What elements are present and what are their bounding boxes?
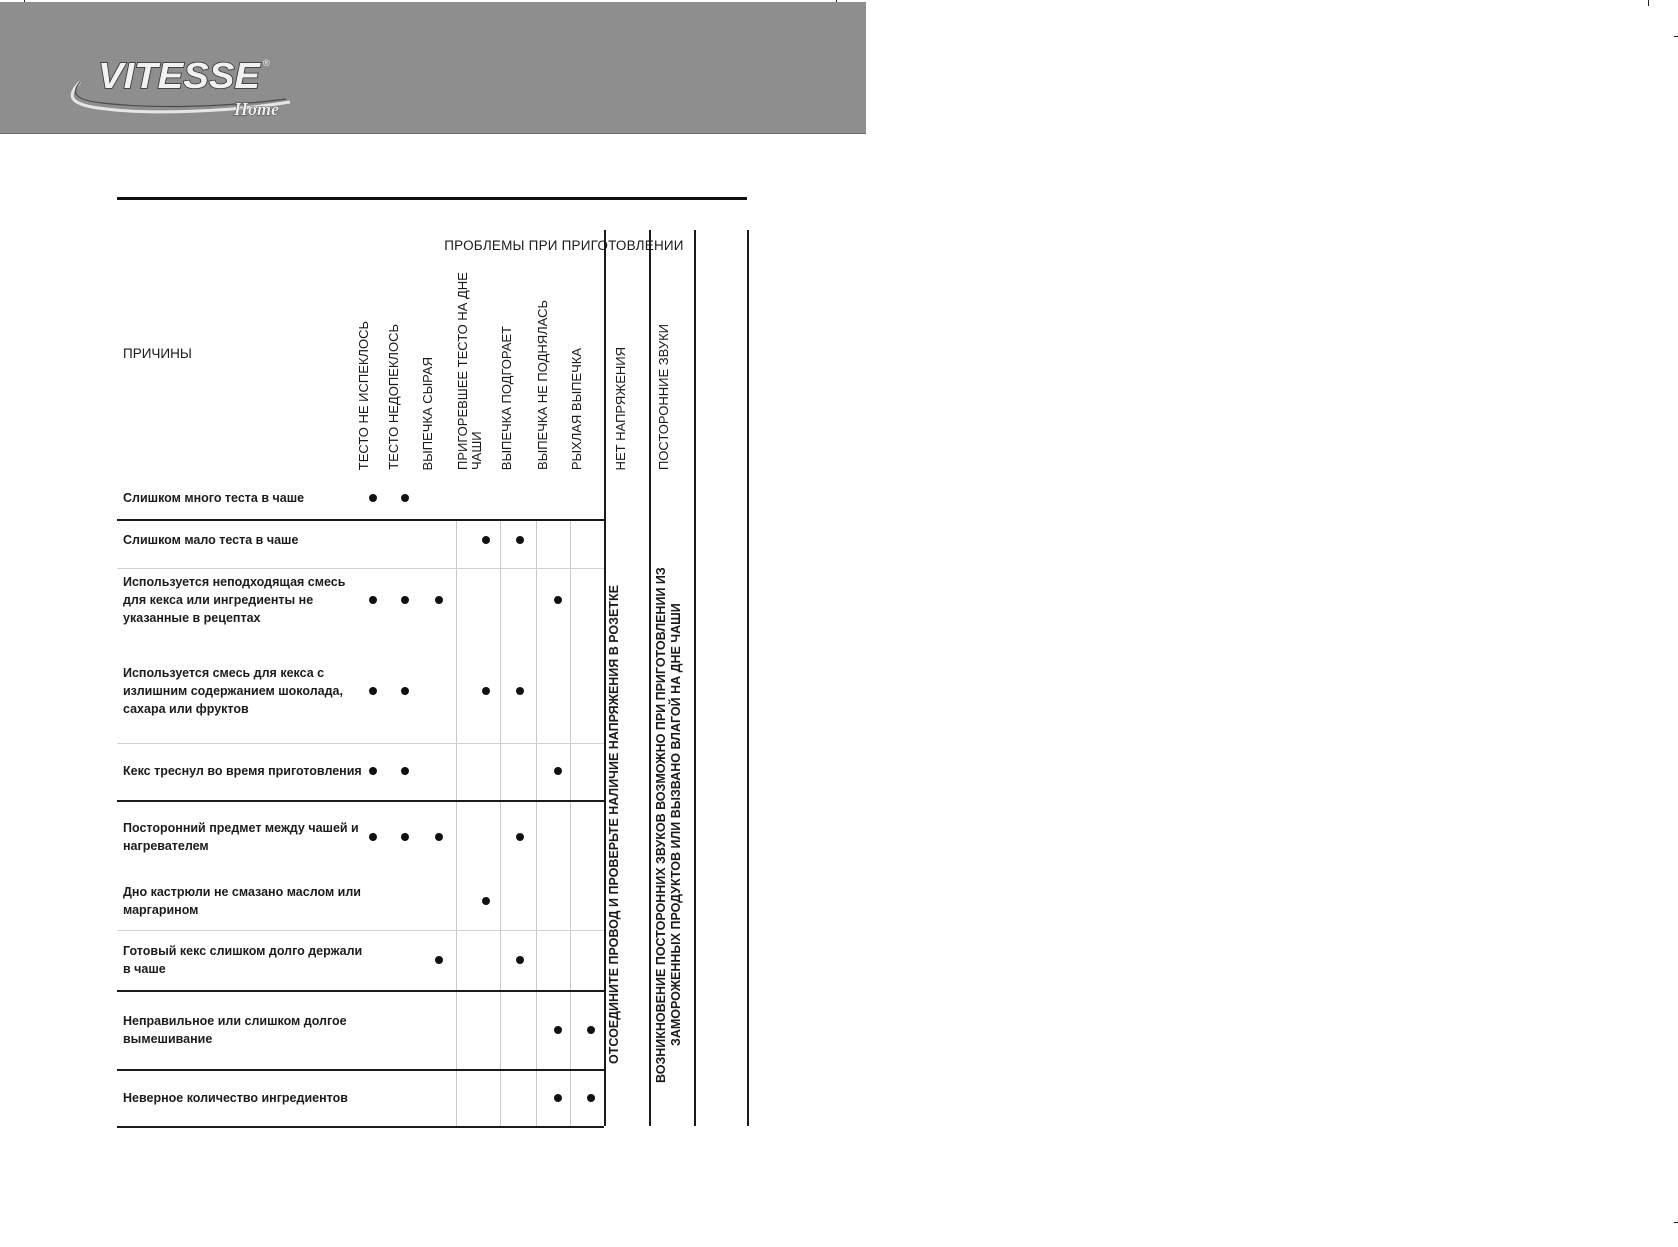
bullet-mark xyxy=(554,767,562,775)
bullet-mark xyxy=(554,596,562,604)
bullet-mark xyxy=(435,596,443,604)
bullet-mark xyxy=(587,1094,595,1102)
logo-subtitle: Home xyxy=(234,99,279,119)
bullet-mark xyxy=(516,687,524,695)
row-divider xyxy=(117,568,604,569)
bullet-mark xyxy=(482,536,490,544)
column-divider-dark xyxy=(604,230,606,1126)
bullet-mark xyxy=(369,494,377,502)
bullet-mark xyxy=(554,1094,562,1102)
cause-label: Слишком много теста в чаше xyxy=(123,490,305,505)
column-header: ВЫПЕЧКА СЫРАЯ xyxy=(420,356,435,470)
bullet-mark xyxy=(587,1026,595,1034)
troubleshooting-table xyxy=(117,230,747,1126)
cause-label: Готовый кекс слишком долго держали в чаше xyxy=(123,943,363,976)
column-header: ВЫПЕЧКА ПОДГОРАЕТ xyxy=(499,325,514,470)
row-divider xyxy=(117,1126,604,1128)
cause-label: Неверное количество ингредиентов xyxy=(123,1090,348,1105)
row-divider xyxy=(117,800,604,802)
bullet-mark xyxy=(516,956,524,964)
causes-title: ПРИЧИНЫ xyxy=(123,346,192,361)
top-rule xyxy=(117,197,747,200)
bullet-mark xyxy=(401,596,409,604)
bullet-mark xyxy=(482,687,490,695)
bullet-mark xyxy=(435,956,443,964)
crop-mark xyxy=(1674,36,1678,37)
column-header: ТЕСТО НЕДОПЕКЛОСЬ xyxy=(386,324,401,470)
bullet-mark xyxy=(369,767,377,775)
row-divider xyxy=(117,519,604,521)
bullet-mark xyxy=(401,494,409,502)
bullet-mark xyxy=(369,687,377,695)
bullet-mark xyxy=(401,687,409,695)
logo-registered-mark: ® xyxy=(263,58,270,68)
problems-title: ПРОБЛЕМЫ ПРИ ПРИГОТОВЛЕНИИ xyxy=(444,238,684,253)
no-power-advice: ОТСОЕДИНИТЕ ПРОВОД И ПРОВЕРЬТЕ НАЛИЧИЕ НАПРЯЖЕНИЯ В РОЗЕТКЕ xyxy=(607,585,621,1065)
column-header: ВЫПЕЧКА НЕ ПОДНЯЛАСЬ xyxy=(535,300,550,470)
bullet-mark xyxy=(435,833,443,841)
logo-wordmark: VITESSE xyxy=(98,55,262,96)
bullet-mark xyxy=(401,767,409,775)
cause-label: Кекс треснул во время приготовления xyxy=(123,763,362,778)
column-divider xyxy=(536,519,537,1126)
vitesse-logo xyxy=(58,52,308,127)
noise-advice: ВОЗНИКНОВЕНИЕ ПОСТОРОННИХ ЗВУКОВ ВОЗМОЖНО ПРИ ПРИГОТОВЛЕНИИ ИЗ ЗАМОРОЖЕННЫХ ПРОДУКТОВ ИЛИ ВЫЗВАНО ВЛАГОЙ НА ДНЕ ЧАШИ xyxy=(654,567,683,1083)
crop-mark xyxy=(1674,1222,1678,1223)
column-divider xyxy=(570,519,571,1126)
noise-header: ПОСТОРОННИЕ ЗВУКИ xyxy=(656,323,671,470)
bullet-mark xyxy=(369,596,377,604)
cause-label: Используется неподходящая смесь для кекса или ингредиенты не указанные в рецептах xyxy=(123,574,346,626)
bullet-mark xyxy=(554,1026,562,1034)
row-divider xyxy=(117,930,604,931)
cause-label: Дно кастрюли не смазано маслом или маргарином xyxy=(123,884,361,917)
row-divider xyxy=(117,1069,604,1071)
bullet-mark xyxy=(516,536,524,544)
bullet-mark xyxy=(369,833,377,841)
no-power-header: НЕТ НАПРЯЖЕНИЯ xyxy=(613,346,628,470)
column-divider-dark xyxy=(694,230,696,1126)
page-header xyxy=(0,2,866,134)
bullet-mark xyxy=(401,833,409,841)
cause-label: Посторонний предмет между чашей и нагревателем xyxy=(123,820,359,853)
bullet-mark xyxy=(516,833,524,841)
row-divider xyxy=(117,990,604,992)
cause-label: Используется смесь для кекса с излишним содержанием шоколада, сахара или фруктов xyxy=(123,665,343,717)
column-divider-dark xyxy=(649,230,651,1126)
cause-label: Неправильное или слишком долгое вымешивание xyxy=(123,1013,347,1046)
crop-mark xyxy=(1648,0,1649,6)
bullet-mark xyxy=(482,897,490,905)
column-header: РЫХЛАЯ ВЫПЕЧКА xyxy=(569,347,584,470)
column-divider xyxy=(456,519,457,1126)
row-divider xyxy=(117,743,604,744)
cause-label: Слишком мало теста в чаше xyxy=(123,532,299,547)
column-divider xyxy=(500,519,501,1126)
column-header: ТЕСТО НЕ ИСПЕКЛОСЬ xyxy=(356,320,371,470)
column-header: ПРИГОРЕВШЕЕ ТЕСТО НА ДНЕ ЧАШИ xyxy=(455,272,485,470)
column-divider-dark xyxy=(747,230,749,1126)
